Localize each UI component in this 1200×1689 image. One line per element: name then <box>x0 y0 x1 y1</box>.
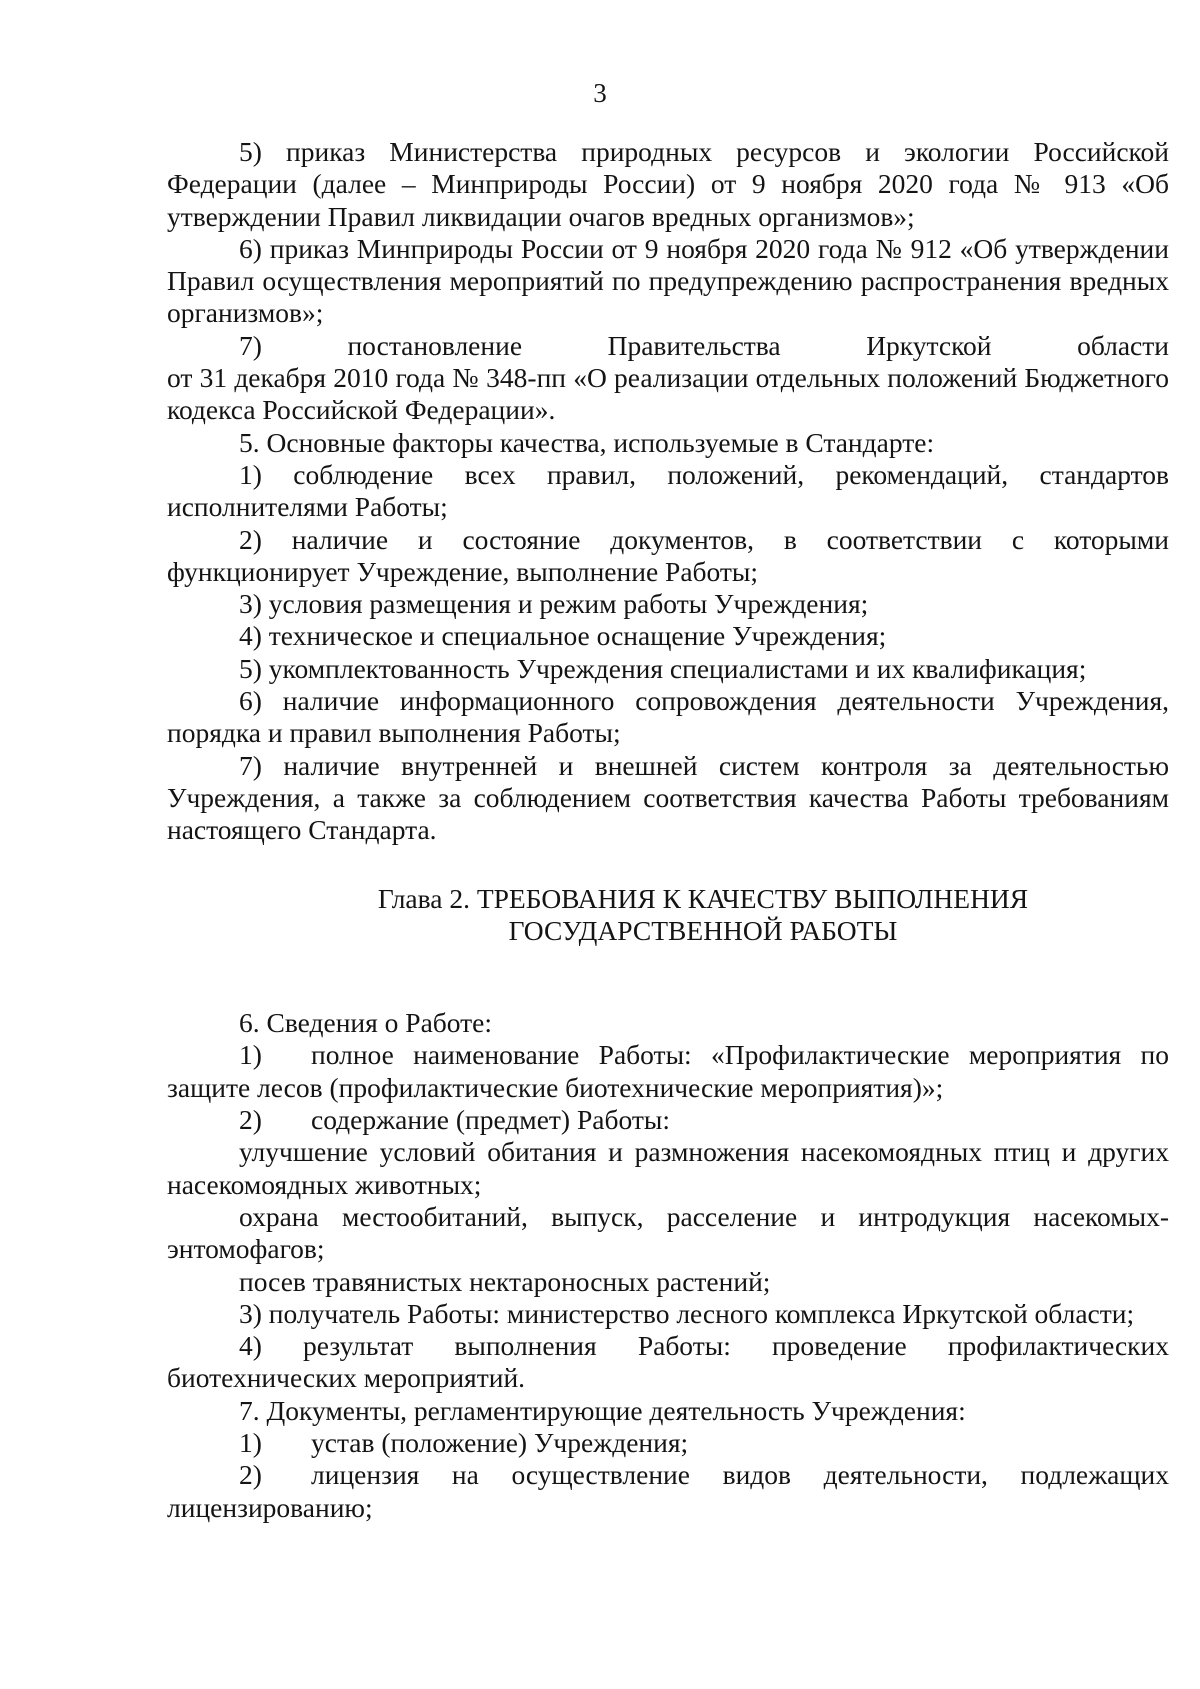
list-number: 2) <box>239 1104 262 1136</box>
paragraph-factor-5: 5) укомплектованность Учреждения специалистами и их квалификация; <box>239 652 1087 684</box>
paragraph-recipient: 3) получатель Работы: министерство лесного комплекса Иркутской области; <box>239 1297 1135 1329</box>
paragraph-work-info: 6. Сведения о Работе: <box>239 1007 493 1039</box>
chapter-heading-line2: ГОСУДАРСТВЕННОЙ РАБОТЫ <box>508 914 898 946</box>
paragraph-documents: 7. Документы, регламентирующие деятельность Учреждения: <box>239 1394 966 1426</box>
spacer <box>167 847 1169 883</box>
paragraph-sowing: посев травянистых нектароносных растений; <box>239 1265 771 1297</box>
chapter-heading-line1: Глава 2. ТРЕБОВАНИЯ К КАЧЕСТВУ ВЫПОЛНЕНИЯ <box>377 882 1029 914</box>
paragraph-item-7-line1: 7) постановление Правительства Иркутской области <box>239 329 1169 361</box>
paragraph-birds: улучшение условий обитания и размножения насекомоядных птиц и других насекомоядных животных; <box>167 1136 1169 1200</box>
paragraph-factor-7: 7) наличие внутренней и внешней систем контроля за деятельностью Учреждения, а также за соблюдением соответствия качества Работы требованиям настоящего Стандарта. <box>167 749 1169 846</box>
paragraph-factor-2: 2) наличие и состояние документов, в соответствии с которыми функционирует Учреждение, выполнение Работы; <box>167 523 1169 587</box>
paragraph-work-content <box>167 1104 1169 1136</box>
paragraph-factor-4: 4) техническое и специальное оснащение Учреждения; <box>239 620 887 652</box>
paragraph-item-6: 6) приказ Минприроды России от 9 ноября 2020 года № 912 «Об утверждении Правил осуществления мероприятий по предупреждению распространения вредных организмов»; <box>167 232 1169 329</box>
paragraph-result: 4) результат выполнения Работы: проведение профилактических биотехнических мероприятий. <box>167 1330 1169 1394</box>
paragraph-entomophages: охрана местообитаний, выпуск, расселение и интродукция насекомых-энтомофагов; <box>167 1200 1169 1265</box>
paragraph-text: содержание (предмет) Работы: <box>311 1104 670 1136</box>
chapter-heading <box>167 883 1169 948</box>
paragraph-factor-1: 1) соблюдение всех правил, положений, рекомендаций, стандартов исполнителями Работы; <box>167 458 1169 523</box>
page-number: 3 <box>593 78 607 108</box>
spacer <box>167 947 1169 1007</box>
list-number: 1) <box>239 1039 262 1071</box>
list-number: 1) <box>239 1426 262 1458</box>
paragraph-license <box>167 1459 1169 1524</box>
list-number: 2) <box>239 1459 262 1491</box>
paragraph-text: полное наименование Работы: «Профилактические мероприятия по защите лесов (профилактические биотехнические мероприятия)»; <box>167 1039 1169 1103</box>
paragraph-text: лицензия на осуществление видов деятельности, подлежащих лицензированию; <box>167 1459 1169 1523</box>
paragraph-text: устав (положение) Учреждения; <box>311 1426 689 1458</box>
paragraph-factor-3: 3) условия размещения и режим работы Учреждения; <box>239 588 869 620</box>
paragraph-work-name <box>167 1039 1169 1104</box>
paragraph-factor-6: 6) наличие информационного сопровождения деятельности Учреждения, порядка и правил выполнения Работы; <box>167 685 1169 749</box>
paragraph-charter <box>167 1427 1169 1459</box>
paragraph-quality-factors: 5. Основные факторы качества, используемые в Стандарте: <box>239 426 935 458</box>
paragraph-item-7-rest: от 31 декабря 2010 года № 348-пп «О реализации отдельных положений Бюджетного кодекса Российской Федерации». <box>167 362 1169 426</box>
document-body <box>167 136 1169 1524</box>
paragraph-item-5: 5) приказ Министерства природных ресурсов и экологии Российской Федерации (далее – Минприроды России) от 9 ноября 2020 года № 913 «Об утверждении Правил ликвидации очагов вредных организмов»; <box>167 136 1169 232</box>
